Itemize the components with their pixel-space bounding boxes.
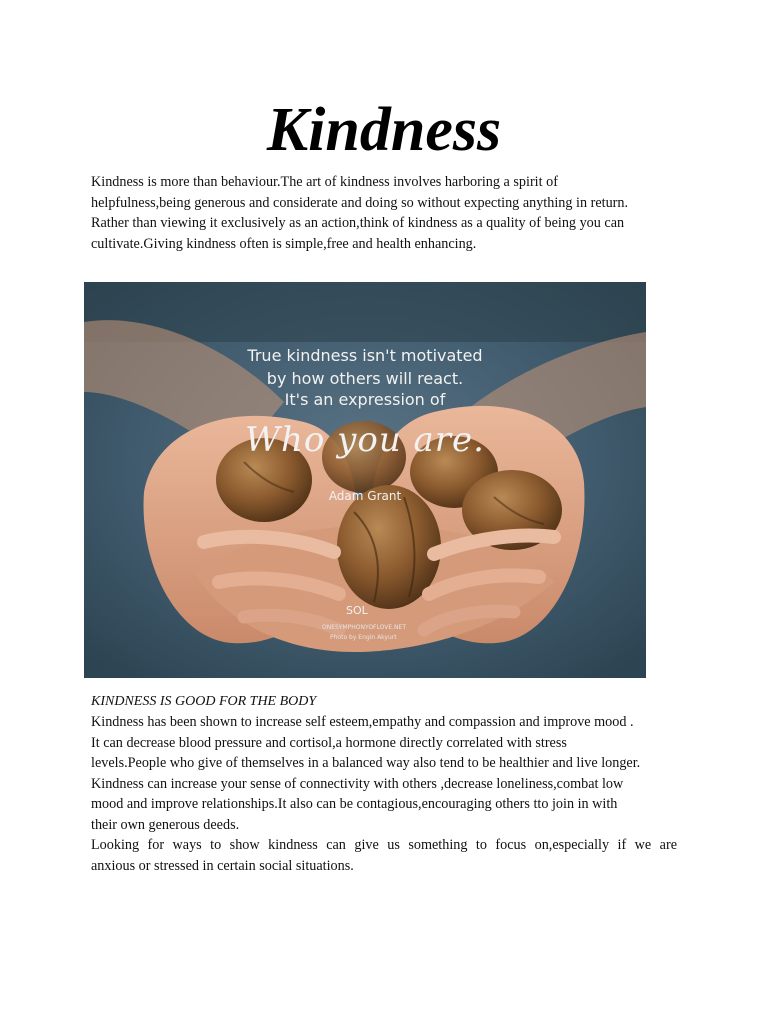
page-title: Kindness xyxy=(266,96,502,164)
hands-with-walnuts-illustration xyxy=(84,282,646,678)
website-credit: ONESYMPHONYOFLOVE.NET xyxy=(322,624,406,631)
quote-line: True kindness isn't motivated xyxy=(247,346,483,365)
body-line: their own generous deeds. xyxy=(91,816,240,833)
closing-paragraph xyxy=(91,835,677,876)
body-line: Kindness has been shown to increase self esteem,empathy and compassion and improve mood . xyxy=(91,714,634,730)
body-paragraph xyxy=(91,712,681,836)
body-line: mood and improve relationships.It also can be contagious,encouraging others tto join in with xyxy=(91,796,618,813)
closing-line: Looking for ways to show kindness can give us something to focus on,especially if we are xyxy=(91,837,677,853)
quote-line: It's an expression of xyxy=(284,390,446,409)
body-line: It can decrease blood pressure and cortisol,a hormone directly correlated with stress xyxy=(91,734,567,751)
closing-line: anxious or stressed in certain social situations. xyxy=(91,857,354,874)
photo-credit: Photo by Engin Akyurt xyxy=(330,634,397,641)
quote-author: Adam Grant xyxy=(328,489,402,503)
quote-photo xyxy=(84,282,646,678)
intro-paragraph xyxy=(91,172,691,254)
body-line: levels.People who give of themselves in a balanced way also tend to be healthier and live longer. xyxy=(91,755,641,772)
intro-line: helpfulness,being generous and considerate and doing so without expecting anything in return. xyxy=(91,194,629,211)
body-line: Kindness can increase your sense of connectivity with others ,decrease loneliness,combat low xyxy=(91,775,624,792)
quote-line: by how others will react. xyxy=(266,369,464,388)
quote-script-line: Who you are. xyxy=(245,420,485,460)
intro-line: Rather than viewing it exclusively as an action,think of kindness as a quality of being you can xyxy=(91,215,625,232)
intro-line: cultivate.Giving kindness often is simple,free and health enhancing. xyxy=(91,235,477,252)
brand-logo-text: SOL xyxy=(346,604,368,617)
section-heading: KINDNESS IS GOOD FOR THE BODY xyxy=(91,694,317,709)
intro-line: Kindness is more than behaviour.The art of kindness involves harboring a spirit of xyxy=(91,174,558,190)
